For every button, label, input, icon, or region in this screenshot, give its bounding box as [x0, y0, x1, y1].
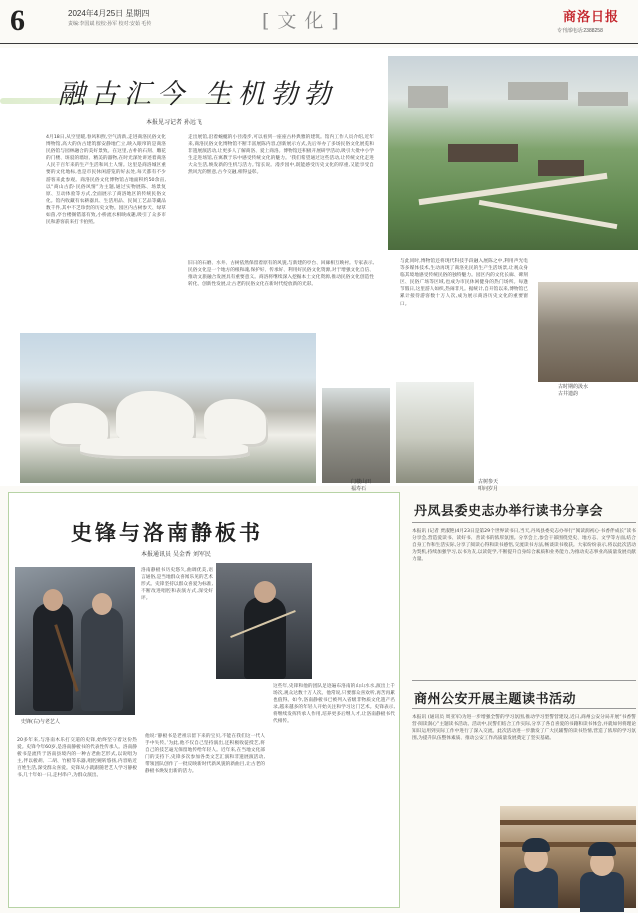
department-phone: 专刊部电话:2388258 [557, 28, 603, 34]
two-musicians-photo [15, 567, 135, 715]
story2-headline: 商州公安开展主题读书活动 [414, 692, 577, 707]
top-feature-article [0, 48, 638, 492]
caption-well: 古时期的汲水 古井遗韵 [558, 384, 589, 397]
story1-body: 本报讯 (记者 贾淑艳)4月23日是第29个世界读书日,当天,丹凤县委史志办举行“阅读润初心·书香伴成长”读书分享会,营造爱读书、读好书、善读书的浓厚氛围。分享会上,参会干部围绕党史、地方志、文学等方面,结合自身工作和生活实际,分享了阅读心得和读书感悟,交流读书方法,畅谈读书收获。大家纷纷表示,将以此次活动为契机,持续加强学习,以书为友,以读促学,不断提升自身综合素质和业务能力,为推动史志事业高质量发展贡献力量。 [412, 529, 636, 563]
ancient-well-photo [538, 282, 638, 382]
feature-body-col3: 与此同时,博物馆还将现代科技手段融入展陈之中,利用声光电等多媒体技术,生动再现了商洛先民的生产生活场景,让观众身临其境地感受传统民俗的独特魅力。园区内的文化长廊、碑刻区、民俗广场等区域,也成为市民休闲健身的热门场所。每逢节假日,这里游人如织,热闹非凡。据统计,自开馆以来,博物馆已累计接待游客数十万人次,成为展示商洛历史文化的重要窗口。 [400, 259, 528, 307]
caption-tree: 古树参天 叩问岁月 [478, 479, 499, 492]
aerial-museum-photo [386, 56, 638, 252]
page-number: 6 [10, 4, 25, 37]
left-feature-article [8, 492, 400, 908]
right-news-column [408, 492, 636, 908]
story-divider [412, 680, 636, 681]
issue-date: 2024年4月25日 星期四 [68, 9, 150, 18]
performer-photo [216, 563, 312, 679]
left-body-col4: 洛南静板书历史悠久,曲调优美,语言通俗,是当地群众喜闻乐见的艺术形式。史锋坚持以群众喜爱为标准,不断改进唱腔和表演方式,深受好评。 [141, 568, 213, 602]
feature-body-col1: 4月18日,从空里暖,春风和煦,空气清新,走进商洛民俗文化博物馆,高大的仿古建筑群安静地伫立,映入眼帘的是商洛民俗馆与园林融合的美好景致。在这里,古朴的石刻、雕花的门楼、斑驳的墙垣、精美的器物,在时光深处讲述着商洛人民千百年来的生产生活和风土人情。这里是商洛城区重要的文化地标,也是市民休闲游览的好去处,每天都有不少游客来此参观。商洛民俗文化博物馆占地面积约50余亩,以“商山古韵·民俗风情”为主题,通过实物展陈、场景复原、互动体验等方式,全面展示了商洛地区的传统民俗文化。馆内收藏有农耕器具、生活用品、民间工艺品等藏品数千件,其中不乏珍贵的历史文物。园区内古树参天、绿草如茵,亭台楼阁错落有致,小桥流水相映成趣,吸引了众多市民和游客前来打卡拍照。 [46, 135, 166, 226]
story2-rule [412, 708, 636, 709]
newspaper-logo: 商洛日报 [563, 10, 620, 25]
left-feature-byline: 本报通讯员 吴金香 刘军民 [141, 551, 211, 558]
gate-photo [322, 388, 390, 483]
feature-headline: 融古汇今 生机勃勃 [58, 79, 337, 110]
story1-headline: 丹凤县委史志办举行读书分享会 [414, 504, 604, 519]
stone-sculpture-photo [20, 333, 316, 483]
left-body-col2: 他说:‘静板书是老祖宗留下来的宝贝,不能在我们这一代人手中失传。’为此,他不仅自己坚持演出,还积极收徒授艺,将自己的技艺毫无保留地传给年轻人。近年来,在当地文化部门的支持下,史锋多次参加各类文艺汇演和非遗展演活动,带领团队创作了一批反映新时代新风貌的新曲目,让古老的静板书焕发出新的活力。 [145, 734, 265, 775]
left-feature-headline: 史锋与洛南静板书 [71, 521, 263, 545]
feature-body-col2: 走出展馆,沿着蜿蜒的小径漫步,可以看到一座座古朴典雅的建筑。馆内工作人员介绍,近年来,商洛民俗文化博物馆不断丰富展陈内容,创新展示方式,先后举办了多场民俗文化展览和非遗展演活动,让更多人了解商洛、爱上商洛。博物馆还积极开展研学活动,吸引大批中小学生走进场馆,在寓教于乐中感受传统文化的魅力。‘我们希望通过这些活动,让传统文化走进大众生活,焕发新的生机与活力。’馆长说。漫步园中,既能感受历史文化的厚重,又能享受自然风光的惬意,古今交融,相得益彰。 [188, 135, 374, 176]
ancient-tree-photo [396, 382, 474, 483]
caption-musicians: 史锋(右)与老艺人 [21, 719, 60, 725]
story1-rule [412, 522, 636, 523]
left-body-col1: 20多年来,与洛南木乐打交道的史锋,始终坚守着这份热爱。史锋今年60岁,是洛南静板书的代表性传承人。洛南静板书是流传于洛南县境内的一种古老曲艺形式,以说唱为主,伴以板胡、二胡、竹板等乐器,唱腔婉转悠扬,内容贴近百姓生活,深受群众喜爱。史锋从小就跟随老艺人学习静板书,几十年如一日,走村串户,为群众演出。 [17, 738, 137, 779]
caption-gate: 门楼山田 福寿石 [351, 479, 372, 492]
feature-byline: 本报见习记者 孙远飞 [146, 119, 202, 126]
section-title: [文化] [262, 10, 347, 32]
feature-body-col4: 旧日的石磨、水井、古树依然保留着原有的风貌,与新建的亭台、回廊相互映衬。专家表示,民俗文化是一个地方的根和魂,保护好、传承好、利用好民俗文化资源,对于增强文化自信、推动文旅融合发展具有重要意义。商洛将继续深入挖掘本土文化资源,推动民俗文化创造性转化、创新性发展,让古老的民俗文化在新时代绽放新的光彩。 [188, 261, 374, 288]
left-body-col3: 这些年,史锋和他的团队足迹遍布洛南的山山水水,演出上千场次,观众达数十万人次。他常说,只要群众喜欢听,再苦再累也值得。如今,洛南静板书已被列入省级非物质文化遗产名录,越来越多的年轻人开始关注和学习这门艺术。史锋表示,将继续发挥传承人作用,培养更多后继人才,让洛南静板书代代相传。 [273, 684, 395, 725]
police-reading-photo [500, 806, 636, 908]
editor-credits: 责编:李国斌 校校:孙军 校对:安茹 毛传 [68, 21, 152, 27]
story2-body: 本报讯 (通讯员 周亚军)为进一步增强全警的学习氛围,推动学习型警营建设,近日,商州公安分局开展“书香警营·阅读润心”主题读书活动。活动中,民警们结合工作实际,分享了各自喜爱的书籍和读书体会,并就如何将理论知识运用到实际工作中进行了深入交流。此次活动进一步激发了广大民辅警的读书热情,营造了浓厚的学习氛围,为提升队伍整体素质、推动公安工作高质量发展奠定了坚实基础。 [412, 715, 636, 742]
page-header [0, 0, 638, 44]
